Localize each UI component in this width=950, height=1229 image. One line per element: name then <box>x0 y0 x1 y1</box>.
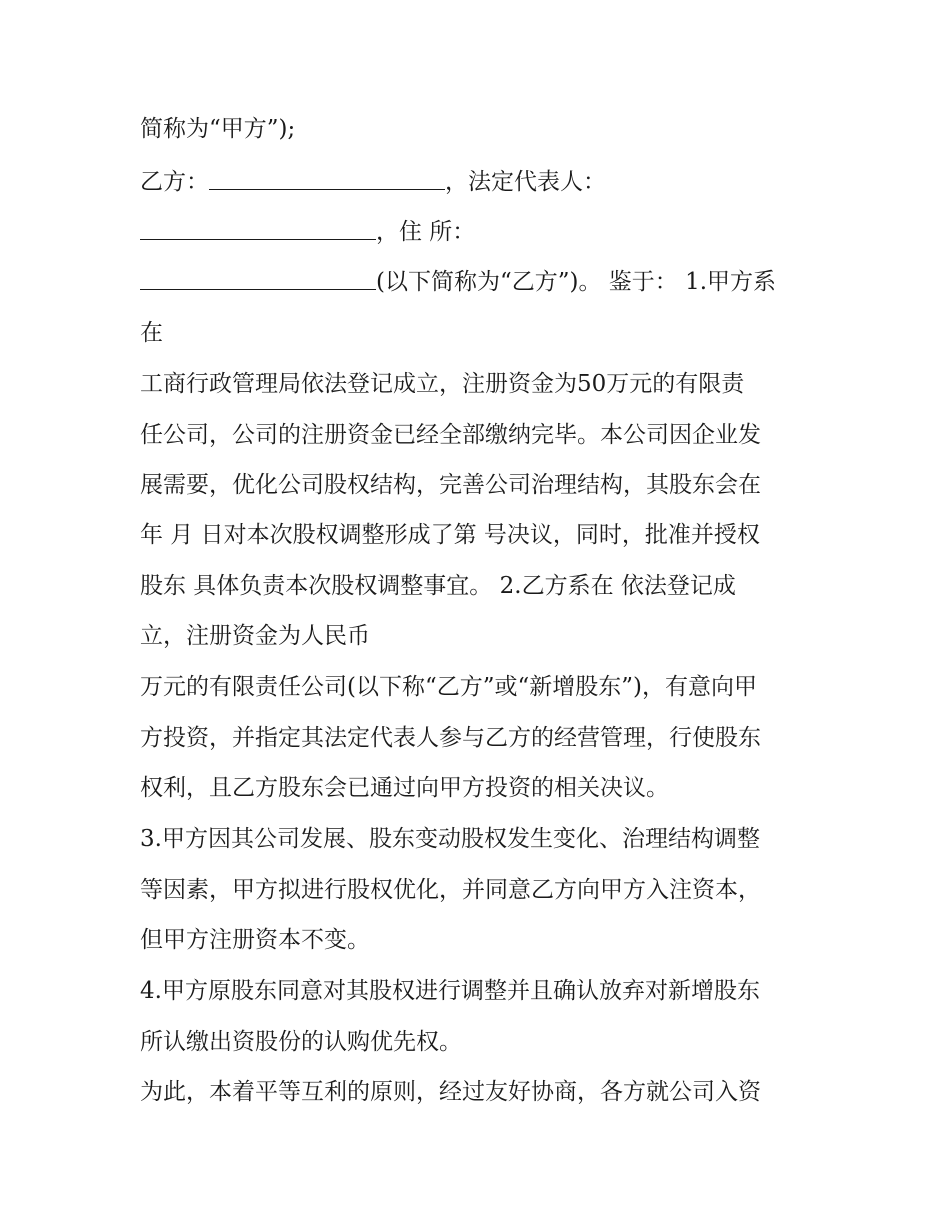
line-text: 4.甲方原股东同意对其股权进行调整并且确认放弃对新增股东 <box>140 978 760 1004</box>
line-text: 年 月 日对本次股权调整形成了第 号决议，同时，批准并授权 <box>140 522 760 548</box>
line-text: 股东 具体负责本次股权调整事宜。 2.乙方系在 依法登记成 <box>140 573 736 599</box>
text-line <box>140 971 820 1011</box>
party-b-line <box>140 162 820 202</box>
line-text: 立，注册资金为人民币 <box>140 623 370 649</box>
text-line <box>140 109 820 149</box>
line-suffix: ，住 所： <box>376 219 476 245</box>
text-line <box>140 313 820 353</box>
text-line <box>140 920 820 960</box>
text-line <box>140 718 820 758</box>
address-blank[interactable] <box>140 265 376 290</box>
text-line <box>140 1022 820 1062</box>
text-line <box>140 364 820 404</box>
line-text: 为此，本着平等互利的原则，经过友好协商，各方就公司入资 <box>140 1079 761 1105</box>
text-line <box>140 870 820 910</box>
text-line <box>140 1072 820 1112</box>
text-line <box>140 465 820 505</box>
text-line <box>140 667 820 707</box>
line-text: 展需要，优化公司股权结构，完善公司治理结构，其股东会在 <box>140 472 761 498</box>
line-text: 工商行政管理局依法登记成立，注册资金为50万元的有限责 <box>140 371 745 397</box>
line-text: 简称为“甲方”); <box>140 116 296 142</box>
text-line <box>140 616 820 656</box>
line-text: 在 <box>140 320 163 346</box>
line-text: 等因素，甲方拟进行股权优化，并同意乙方向甲方入注资本， <box>140 877 761 903</box>
line-text: 权利，且乙方股东会已通过向甲方投资的相关决议。 <box>140 775 669 801</box>
text-line <box>140 566 820 606</box>
line-text: 方投资，并指定其法定代表人参与乙方的经营管理，行使股东 <box>140 725 761 751</box>
line-text: 但甲方注册资本不变。 <box>140 927 370 953</box>
legal-representative-blank[interactable] <box>140 215 376 240</box>
line-text: 任公司，公司的注册资金已经全部缴纳完毕。本公司因企业发 <box>140 422 761 448</box>
representative-line <box>140 212 820 252</box>
line-suffix: ，法定代表人： <box>445 169 606 195</box>
text-line <box>140 415 820 455</box>
text-line <box>140 768 820 808</box>
text-line <box>140 819 820 859</box>
line-prefix: 乙方： <box>140 169 209 195</box>
party-b-name-blank[interactable] <box>209 165 445 190</box>
line-text: 万元的有限责任公司(以下称“乙方”或“新增股东”)，有意向甲 <box>140 674 757 700</box>
line-suffix: (以下简称为“乙方”)。 鉴于： 1.甲方系 <box>376 269 777 295</box>
text-line <box>140 515 820 555</box>
line-text: 所认缴出资股份的认购优先权。 <box>140 1029 462 1055</box>
address-line <box>140 262 820 302</box>
line-text: 3.甲方因其公司发展、股东变动股权发生变化、治理结构调整 <box>140 826 760 852</box>
